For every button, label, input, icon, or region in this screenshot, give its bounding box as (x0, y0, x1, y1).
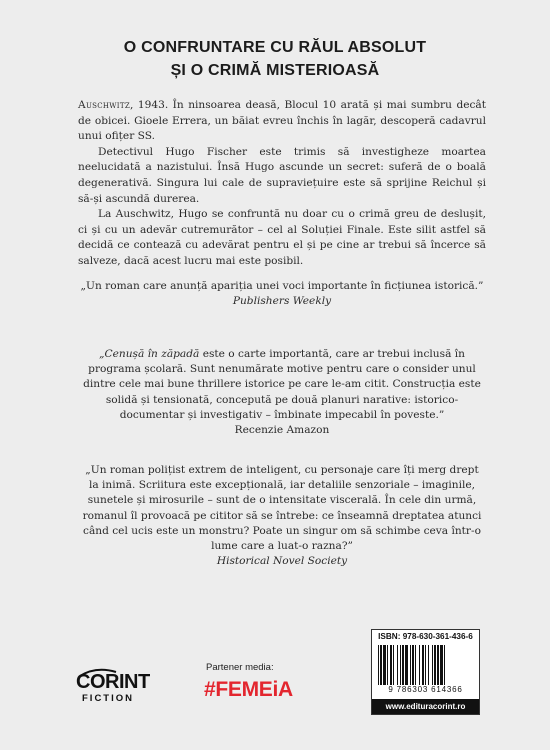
book-blurb (78, 98, 486, 270)
publisher-website: www.edituracorint.ro (372, 699, 479, 714)
review-quote-3 (80, 463, 484, 569)
book-title-italic: „Cenușă în zăpadă (99, 348, 200, 360)
review-quote-1-source: Publishers Weekly (232, 295, 332, 308)
publisher-imprint: FICTION (82, 693, 134, 704)
review-quote-2-text: „Cenușă în zăpadă este o carte importantă, care ar trebui inclusă în programa școlară. Sunt nenumărate motive pentru care o consider unul dintre cele mai bune thrillere istorice pe care le-am citit. Construcția este solidă și tensionată, concepută pe două planuri narative: istorico-documentar și investigativ – îmbinate impecabil în poveste.” (83, 348, 481, 421)
heading-line-2: ȘI O CRIMĂ MISTERIOASĂ (170, 62, 380, 79)
barcode-digits: 9 786303 614366 (388, 685, 463, 694)
swoosh-icon (78, 668, 118, 678)
barcode-box (371, 629, 480, 715)
corint-fiction-logo (76, 671, 150, 712)
media-partner-logo: #FEMEiA (204, 678, 293, 701)
blurb-paragraph-1 (78, 98, 486, 145)
blurb-paragraph-2: Detectivul Hugo Fischer este trimis să investigheze moartea neelucidată a nazistului. Însă Hugo ascunde un secret: suferă de o boală degenerativă. Singura lui cale de supraviețuire este să sprijine Reichul și să-și ascundă durerea. (78, 145, 486, 205)
review-quote-3-text: „Un roman polițist extrem de inteligent, cu personaje care îți merg drept la inimă. Scriitura este excepțională, iar detaliile senzoriale – imaginile, sunetele și mirosurile – sunt de o intensitate viscerală. În cele din urmă, romanul îl provoacă pe cititor să se întrebe: ce înseamnă dreptatea atunci când cel ucis este un monstru? Poate un singur om să schimbe ceva într-o lume care a luat-o razna?” (82, 464, 482, 553)
blurb-place: Auschwitz (78, 99, 130, 111)
review-quote-2 (80, 347, 484, 438)
review-quote-1-text: „Un roman care anunță apariția unei voci importante în ficțiunea istorică.” (80, 280, 484, 292)
heading-line-1: O CONFRUNTARE CU RĂUL ABSOLUT (123, 39, 427, 56)
review-quote-2-source: Recenzie Amazon (234, 424, 330, 437)
isbn-label: ISBN: 978-630-361-436-6 (378, 632, 473, 641)
blurb-paragraph-1-text: , 1943. În ninsoarea deasă, Blocul 10 arată și mai sumbru decât de obicei. Gioele Errera, un băiat evreu închis în lagăr, descoperă cadavrul unui ofițer SS. (78, 99, 486, 143)
review-quote-3-source: Historical Novel Society (216, 555, 348, 568)
media-partner-label: Partener media: (206, 662, 274, 673)
review-quote-1 (80, 279, 484, 309)
cover-heading (0, 36, 550, 82)
barcode-icon (378, 645, 473, 685)
blurb-paragraph-3: La Auschwitz, Hugo se confruntă nu doar cu o crimă greu de deslușit, ci și cu un adevăr cutremurător – cel al Soluției Finale. Este silit astfel să decidă ce contează cu adevărat pentru el și pe cine ar trebui să încerce să salveze, dacă acest lucru mai este posibil. (78, 208, 486, 267)
publisher-brand: CORINT (76, 671, 150, 693)
